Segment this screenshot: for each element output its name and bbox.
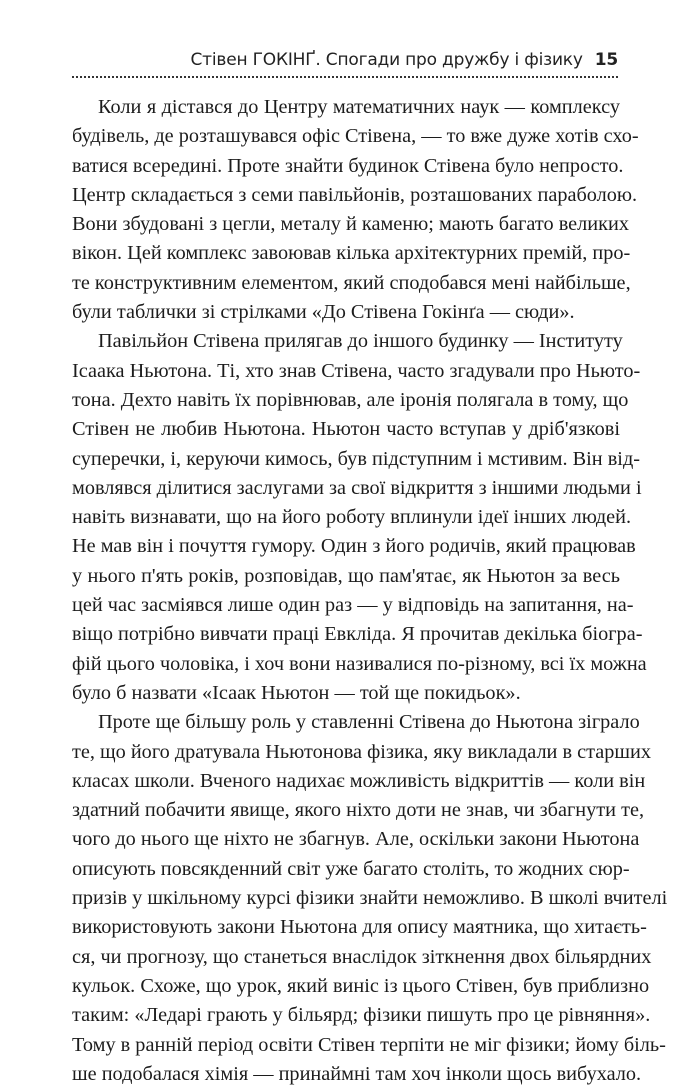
text-line: ватися всередині. Проте знайти будинок Стівена було непросто. [72, 154, 624, 177]
text-line: фій цього чоловіка, і хоч вони називалися по-різному, всі їх можна [72, 652, 647, 675]
paragraph [72, 327, 647, 708]
text-line: Тому в ранній період освіти Стівен терпіти не міг фізики; йому біль- [72, 1033, 666, 1056]
text-line: у нього п'ять років, розповідав, що пам'ятає, як Ньютон за весь [72, 564, 620, 587]
text-line: Вони збудовані з цегли, металу й каменю; мають багато великих [72, 213, 629, 236]
text-line: ше подобалася хімія — принаймні там хоч інколи щось вибухало. [72, 1062, 642, 1085]
page-number: 15 [594, 50, 618, 70]
text-line: суперечки, і, керуючи кимось, був підступним і мстивим. Він від- [72, 447, 641, 470]
text-line: тона. Дехто навіть їх порівнював, але іронія полягала в тому, що [72, 388, 629, 411]
text-line: навіть визнавати, що на його роботу вплинули ідеї інших людей. [72, 506, 632, 529]
paragraph [72, 708, 668, 1089]
text-line: вікон. Цей комплекс завоював кілька архітектурних премій, про- [72, 242, 631, 265]
running-title: Стівен ГОКІНҐ. Спогади про дружбу і фізику [190, 50, 583, 70]
text-line: таким: «Ледарі грають у більярд; фізики пишуть про це рівняння». [72, 1004, 651, 1027]
paragraph [72, 93, 639, 327]
text-line: те, що його дратувала Ньютонова фізика, яку викладали в старших [72, 740, 651, 763]
header-dotted-rule [72, 76, 618, 78]
text-line: Не мав він і почуття гумору. Один з його родичів, який працював [72, 535, 636, 558]
text-line: описують повсякденний світ уже багато століть, то жодних сюр- [72, 857, 630, 880]
running-head [72, 50, 618, 74]
text-line: Стівен не любив Ньютона. Ньютон часто вступав у дріб'язкові [72, 418, 620, 441]
text-line: здатний побачити явище, якого ніхто доти не знав, чи збагнути те, [72, 799, 645, 822]
text-line: було б назвати «Ісаак Ньютон — той ще покидьок». [72, 681, 521, 704]
text-line: класах школи. Вченого надихає можливість відкриттів — коли він [72, 769, 646, 792]
text-line: чого до нього ще ніхто не збагнув. Але, оскільки закони Ньютона [72, 828, 640, 851]
text-line: мовлявся ділитися заслугами за свої відкриття з іншими людьми і [72, 476, 642, 499]
text-line: цей час засміявся лише один раз — у відповідь на запитання, на- [72, 594, 634, 617]
text-line: Центр складається з семи павільйонів, розташованих параболою. [72, 183, 638, 206]
text-line: Коли я дістався до Центру математичних наук — комплексу [98, 96, 620, 118]
text-line: кульок. Схоже, що урок, який виніс із цього Стівен, був приблизно [72, 974, 650, 997]
text-line: використовують закони Ньютона для опису маятника, що хитаєть- [72, 916, 647, 939]
text-line: те конструктивним елементом, який сподобався мені найбільше, [72, 271, 631, 294]
text-line: були таблички зі стрілками «До Стівена Гокінґа — сюди». [72, 301, 575, 324]
text-line: віщо потрібно вивчати праці Евкліда. Я прочитав декілька біогра- [72, 623, 643, 646]
text-line: призів у шкільному курсі фізики знайти неможливо. В школі вчителі [72, 887, 668, 910]
text-line: Ісаака Ньютона. Ті, хто знав Стівена, часто згадували про Ньюто- [72, 359, 641, 382]
body-text [72, 93, 668, 1089]
text-line: ся, чи прогнозу, що станеться внаслідок зіткнення двох більярдних [72, 945, 652, 968]
text-line: Проте ще більшу роль у ставленні Стівена до Ньютона зіграло [98, 711, 640, 734]
text-line: будівель, де розташувався офіс Стівена, — то вже дуже хотів схо- [72, 125, 639, 148]
text-line: Павільйон Стівена прилягав до іншого будинку — Інституту [98, 330, 623, 353]
